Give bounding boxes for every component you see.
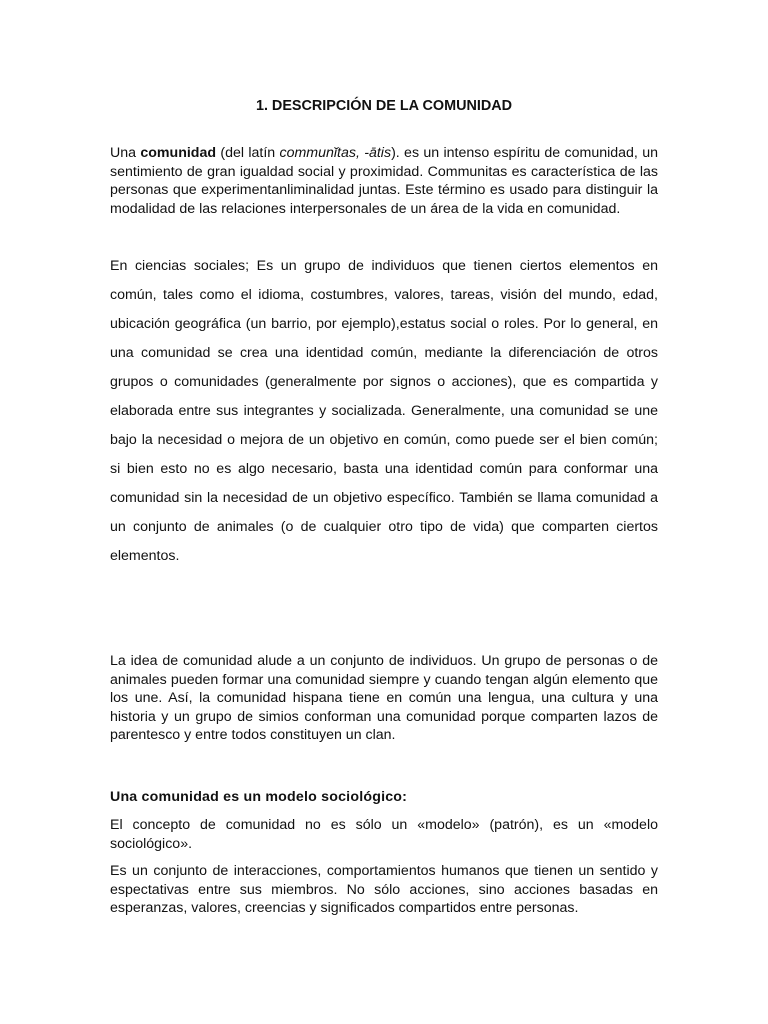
- subheading: Una comunidad es un modelo sociológico:: [110, 789, 408, 805]
- intro-lead: Una: [110, 145, 141, 161]
- intro-rest: ). es un intenso espíritu de comunidad, un sentimiento de gran igualdad social y proximidad. Communitas es característica de las personas que experimentanliminalidad juntas. Este término es usado para distinguir la modalidad de las relaciones interpersonales de un área de la vida en comunidad.: [110, 145, 658, 217]
- intro-after-term: (del latín: [216, 145, 280, 161]
- intro-paragraph: [110, 144, 658, 218]
- social-sciences-paragraph: En ciencias sociales; Es un grupo de individuos que tienen ciertos elementos en común, tales como el idioma, costumbres, valores, tareas, visión del mundo, edad, ubicación geográfica (un barrio, por ejemplo),estatus social o roles. Por lo general, en una comunidad se crea una identidad común, mediante la diferenciación de otros grupos o comunidades (generalmente por signos o acciones), que es compartida y elaborada entre sus integrantes y socializada. Generalmente, una comunidad se une bajo la necesidad o mejora de un objetivo en común, como puede ser el bien común; si bien esto no es algo necesario, basta una identidad común para conformar una comunidad sin la necesidad de un objetivo específico. También se llama comunidad a un conjunto de animales (o de cualquier otro tipo de vida) que comparten ciertos elementos.: [110, 258, 658, 564]
- interactions-paragraph: Es un conjunto de interacciones, comportamientos humanos que tienen un sentido y espectativas entre sus miembros. No sólo acciones, sino acciones basadas en esperanzas, valores, creencias y significados compartidos entre personas.: [110, 863, 658, 916]
- intro-term: comunidad: [140, 145, 217, 161]
- concept-paragraph: El concepto de comunidad no es sólo un «modelo» (patrón), es un «modelo sociológico».: [110, 817, 658, 852]
- idea-paragraph: La idea de comunidad alude a un conjunto de individuos. Un grupo de personas o de animales pueden formar una comunidad siempre y cuando tengan algún elemento que los une. Así, la comunidad hispana tiene en común una lengua, una cultura y una historia y un grupo de simios conforman una comunidad porque comparten lazos de parentesco y entre todos constituyen un clan.: [110, 653, 658, 743]
- intro-latin: communĭtas, -ātis: [279, 145, 392, 161]
- document-page: [110, 0, 658, 1024]
- section-heading: 1. DESCRIPCIÓN DE LA COMUNIDAD: [255, 98, 513, 114]
